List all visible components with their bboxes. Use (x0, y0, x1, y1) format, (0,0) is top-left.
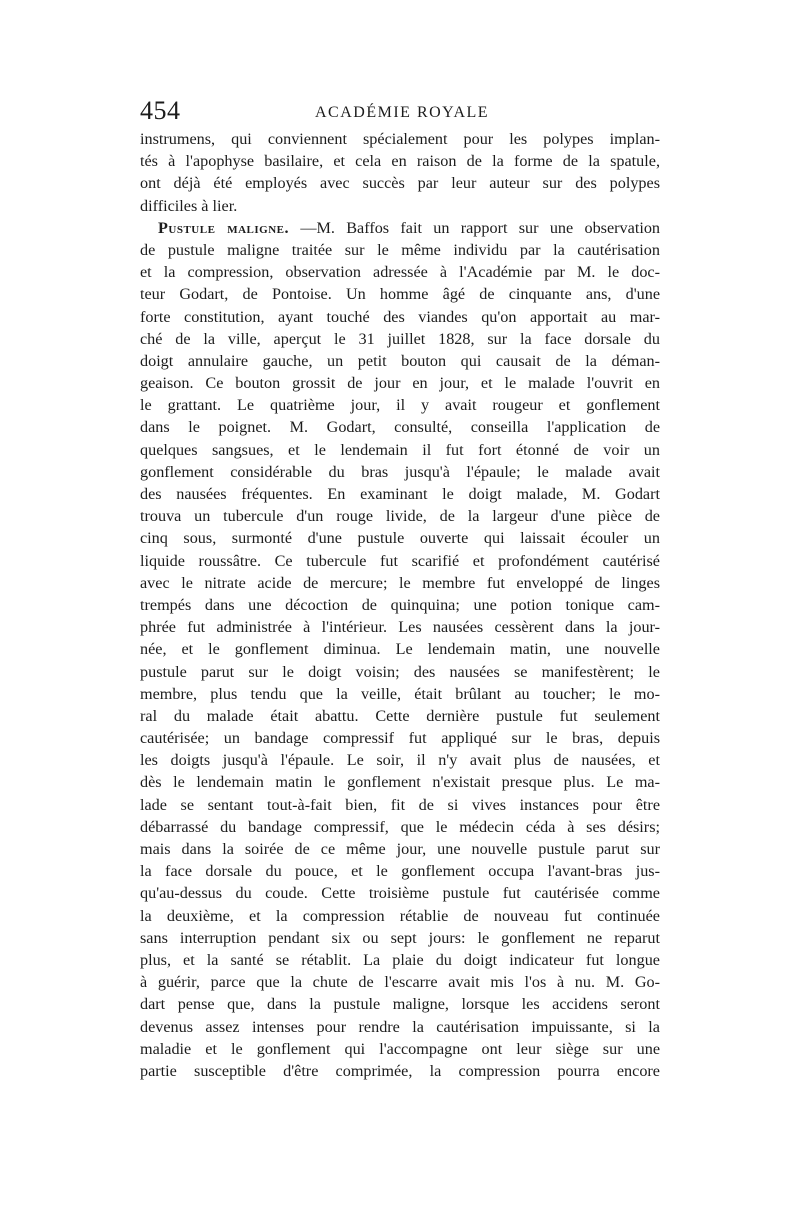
text-line: dart pense que, dans la pustule maligne, lorsque les accidens seront (140, 995, 660, 1014)
text-line: doigt annulaire gauche, un petit bouton qui causait de la déman- (140, 351, 660, 370)
text-line: quelques sangsues, et le lendemain il fut fort étonné de voir un (140, 440, 660, 459)
paragraph-polypes (140, 128, 660, 217)
text-line: instrumens, qui conviennent spécialement pour les polypes implan- (140, 130, 660, 148)
text-line: et la compression, observation adressée à l'Académie par M. le doc- (140, 263, 660, 282)
running-head: ACADÉMIE ROYALE (315, 104, 490, 121)
page-number: 454 (140, 96, 181, 125)
text-line: partie susceptible d'être comprimée, la compression pourra encore (140, 1061, 660, 1080)
text-line: dès le lendemain matin le gonflement n'existait presque plus. Le ma- (140, 773, 660, 792)
text-line: des nausées fréquentes. En examinant le doigt malade, M. Godart (140, 485, 660, 503)
text-line: gonflement considérable du bras jusqu'à l'épaule; le malade avait (140, 462, 660, 481)
text-line: le grattant. Le quatrième jour, il y avait rougeur et gonflement (140, 396, 660, 415)
text-line: la deuxième, et la compression rétablie de nouveau fut continuée (140, 906, 660, 925)
page-header (140, 96, 655, 130)
text-line: difficiles à lier. (140, 196, 238, 215)
heading-line-rest: —M. Baffos fait un rapport sur une observation (300, 218, 660, 237)
text-line: dans le poignet. M. Godart, consulté, conseilla l'application de (140, 418, 660, 437)
text-line: avec le nitrate acide de mercure; le membre fut enveloppé de linges (140, 573, 660, 592)
text-line: débarrassé du bandage compressif, que le médecin céda à ses désirs; (140, 817, 660, 836)
text-line: de pustule maligne traitée sur le même individu par la cautérisation (140, 240, 660, 259)
text-line: trouva un tubercule d'un rouge livide, de la largeur d'une pièce de (140, 507, 660, 526)
paragraph-pustule-maligne (140, 217, 660, 1082)
text-line: ché de la ville, aperçut le 31 juillet 1828, sur la face dorsale du (140, 329, 660, 348)
text-line: plus, et la santé se rétablit. La plaie du doigt indicateur fut longue (140, 950, 660, 969)
text-line: devenus assez intenses pour rendre la cautérisation impuissante, si la (140, 1017, 660, 1036)
text-line: liquide roussâtre. Ce tubercule fut scarifié et profondément cautérisé (140, 551, 660, 570)
text-line: les doigts jusqu'à l'épaule. Le soir, il n'y avait plus de nausées, et (140, 751, 660, 770)
text-line: ral du malade était abattu. Cette dernière pustule fut seulement (140, 706, 660, 725)
text-line: née, et le gonflement diminua. Le lendemain matin, une nouvelle (140, 640, 660, 659)
text-line: membre, plus tendu que la veille, était brûlant au toucher; le mo- (140, 684, 660, 703)
text-line: pustule parut sur le doigt voisin; des nausées se manifestèrent; le (140, 662, 660, 681)
text-line: forte constitution, ayant touché des viandes qu'on apportait au mar- (140, 307, 660, 326)
text-line: ont déjà été employés avec succès par leur auteur sur des polypes (140, 174, 660, 193)
text-line: mais dans la soirée de ce même jour, une nouvelle pustule parut sur (140, 840, 660, 858)
text-line: lade se sentant tout-à-fait bien, fit de si vives instances pour être (140, 795, 660, 814)
text-line: cinq sous, surmonté d'une pustule ouverte qui laissait écouler un (140, 529, 660, 548)
text-line: cautérisée; un bandage compressif fut appliqué sur le bras, depuis (140, 729, 660, 748)
text-line: maladie et le gonflement qui l'accompagne ont leur siège sur une (140, 1039, 660, 1058)
text-line: geaison. Ce bouton grossit de jour en jour, et le malade l'ouvrit en (140, 374, 660, 393)
text-line (140, 217, 660, 239)
text-line: à guérir, parce que la chute de l'escarre avait mis l'os à nu. M. Go- (140, 973, 660, 992)
text-line: la face dorsale du pouce, et le gonflement occupa l'avant-bras jus- (140, 862, 660, 881)
text-line: teur Godart, de Pontoise. Un homme âgé de cinquante ans, d'une (140, 285, 660, 304)
text-line: tés à l'apophyse basilaire, et cela en raison de la forme de la spatule, (140, 152, 660, 171)
section-heading: Pustule maligne. (158, 218, 290, 237)
body-text (140, 128, 660, 1082)
text-line: phrée fut administrée à l'intérieur. Les nausées cessèrent dans la jour- (140, 618, 660, 637)
text-line: qu'au-dessus du coude. Cette troisième pustule fut cautérisée comme (140, 884, 660, 903)
text-line: sans interruption pendant six ou sept jours: le gonflement ne reparut (140, 928, 660, 947)
text-line: trempés dans une décoction de quinquina; une potion tonique cam- (140, 595, 660, 614)
